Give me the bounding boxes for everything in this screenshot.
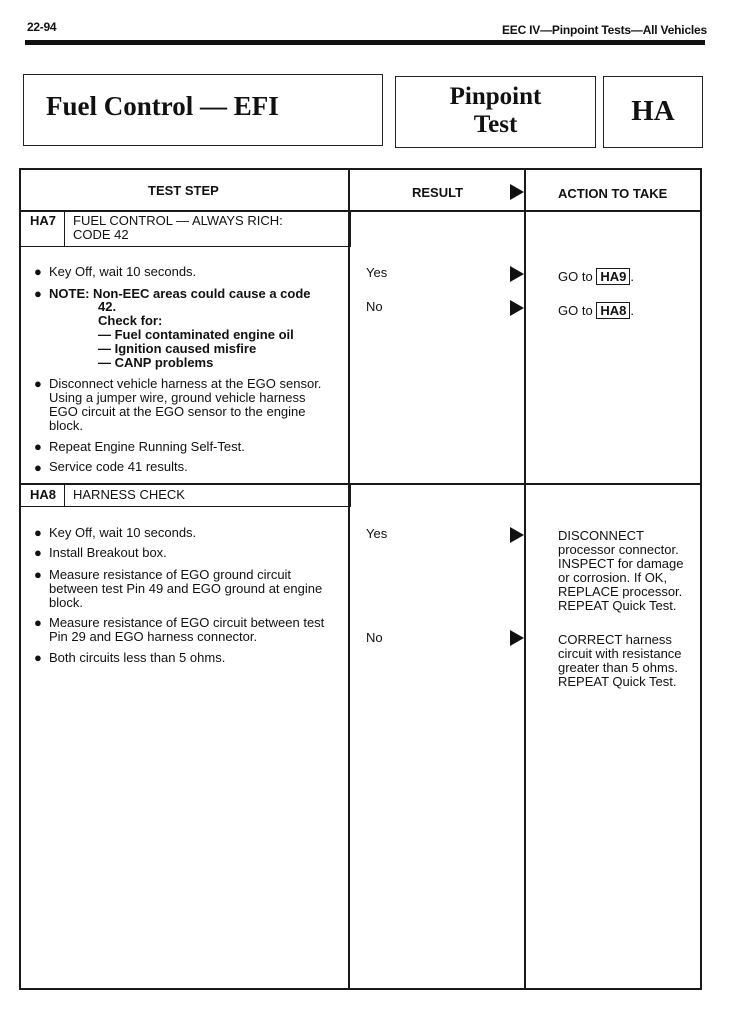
ha8-action-yes-line: REPLACE processor. <box>558 584 683 599</box>
ha8-action-no-line: REPEAT Quick Test. <box>558 674 677 689</box>
step-id-ha8: HA8 <box>30 487 57 502</box>
ha7-step4: Repeat Engine Running Self-Test. <box>49 439 245 454</box>
result-arrow-icon <box>510 184 524 200</box>
running-head: EEC IV—Pinpoint Tests—All Vehicles <box>501 23 707 37</box>
ha8-step3-line2: between test Pin 49 and EGO ground at engine <box>49 581 323 596</box>
ha8-action-yes-line: REPEAT Quick Test. <box>558 598 677 613</box>
step-id-divider <box>64 484 65 506</box>
bullet-icon: ● <box>34 545 42 560</box>
step-title-ha8: HARNESS CHECK <box>73 487 185 502</box>
ha7-step3-line4: block. <box>49 418 83 433</box>
column-divider-2 <box>524 168 526 990</box>
ha7-result-no: No <box>366 299 383 314</box>
pinpoint-test-box <box>395 76 596 148</box>
result-arrow-icon <box>510 527 524 543</box>
table-top-border <box>19 168 702 170</box>
go-to-label: GO to <box>558 303 593 318</box>
ha7-note-line6: — CANP problems <box>98 355 214 370</box>
page-title: Fuel Control — EFI <box>46 91 279 121</box>
ha8-result-yes: Yes <box>366 526 388 541</box>
ha8-action-no-line: circuit with resistance <box>558 646 682 661</box>
table-left-border <box>19 168 21 990</box>
ha7-step5: Service code 41 results. <box>49 459 188 474</box>
ha7-step1: Key Off, wait 10 seconds. <box>49 264 197 279</box>
result-arrow-icon <box>510 266 524 282</box>
ha8-step3-line1: Measure resistance of EGO ground circuit <box>49 567 292 582</box>
ha7-action-yes <box>558 268 634 285</box>
table-right-border <box>700 168 702 990</box>
ha8-step4-line2: Pin 29 and EGO harness connector. <box>49 629 258 644</box>
step-title-ha7-line2: CODE 42 <box>73 227 129 242</box>
header-rule <box>25 40 705 45</box>
ha8-step1: Key Off, wait 10 seconds. <box>49 525 197 540</box>
ha7-note-line4: — Fuel contaminated engine oil <box>98 327 294 342</box>
column-header-test-step: TEST STEP <box>148 183 219 198</box>
title-box <box>23 74 383 146</box>
bullet-icon: ● <box>34 567 42 582</box>
step-id-ha7: HA7 <box>30 213 57 228</box>
column-divider-1 <box>348 168 350 990</box>
column-header-result: RESULT <box>412 185 464 200</box>
ha8-step3-line3: block. <box>49 595 83 610</box>
step-ref-ha9[interactable]: HA9 <box>596 268 630 285</box>
step-ref-ha8[interactable]: HA8 <box>596 302 630 319</box>
step-id-divider <box>64 211 65 246</box>
pinpoint-test-label <box>396 83 595 139</box>
step-header-ha8 <box>19 483 351 507</box>
ha8-action-no-line: greater than 5 ohms. <box>558 660 678 675</box>
page-number: 22-94 <box>27 20 57 34</box>
result-arrow-icon <box>510 300 524 316</box>
bullet-icon: ● <box>34 525 42 540</box>
bullet-icon: ● <box>34 615 42 630</box>
ha8-action-yes-line: INSPECT for damage <box>558 556 684 571</box>
test-code: HA <box>631 95 675 127</box>
ha7-note-line1: NOTE: Non-EEC areas could cause a code <box>49 286 311 301</box>
bullet-icon: ● <box>34 460 42 475</box>
ha8-action-no-line: CORRECT harness <box>558 632 672 647</box>
ha7-action-no <box>558 302 634 319</box>
ha8-action-yes-line: DISCONNECT <box>558 528 644 543</box>
step-header-ha7 <box>19 210 351 247</box>
bullet-icon: ● <box>34 439 42 454</box>
ha7-result-yes: Yes <box>366 265 388 280</box>
ha7-step3-line3: EGO circuit at the EGO sensor to the engine <box>49 404 306 419</box>
ha8-action-yes-line: processor connector. <box>558 542 679 557</box>
period: . <box>630 269 634 284</box>
step-title-ha7-line1: FUEL CONTROL — ALWAYS RICH: <box>73 213 283 228</box>
bullet-icon: ● <box>34 376 42 391</box>
ha7-note-line3: Check for: <box>98 313 163 328</box>
bullet-icon: ● <box>34 286 42 301</box>
ha7-step3-line1: Disconnect vehicle harness at the EGO sensor. <box>49 376 322 391</box>
pinpoint-label-line1: Pinpoint <box>449 83 542 110</box>
ha7-step3-line2: Using a jumper wire, ground vehicle harness <box>49 390 306 405</box>
ha8-step5: Both circuits less than 5 ohms. <box>49 650 226 665</box>
ha7-note-line5: — Ignition caused misfire <box>98 341 257 356</box>
bullet-icon: ● <box>34 264 42 279</box>
go-to-label: GO to <box>558 269 593 284</box>
ha8-action-yes-line: or corrosion. If OK, <box>558 570 668 585</box>
ha8-step2: Install Breakout box. <box>49 545 167 560</box>
test-code-box <box>603 76 703 148</box>
ha8-result-no: No <box>366 630 383 645</box>
pinpoint-label-line2: Test <box>473 111 518 138</box>
ha8-step4-line1: Measure resistance of EGO circuit between test <box>49 615 325 630</box>
period: . <box>630 303 634 318</box>
ha7-note-line2: 42. <box>98 299 117 314</box>
column-header-action: ACTION TO TAKE <box>558 186 668 201</box>
result-arrow-icon <box>510 630 524 646</box>
table-bottom-border <box>19 988 702 990</box>
bullet-icon: ● <box>34 650 42 665</box>
